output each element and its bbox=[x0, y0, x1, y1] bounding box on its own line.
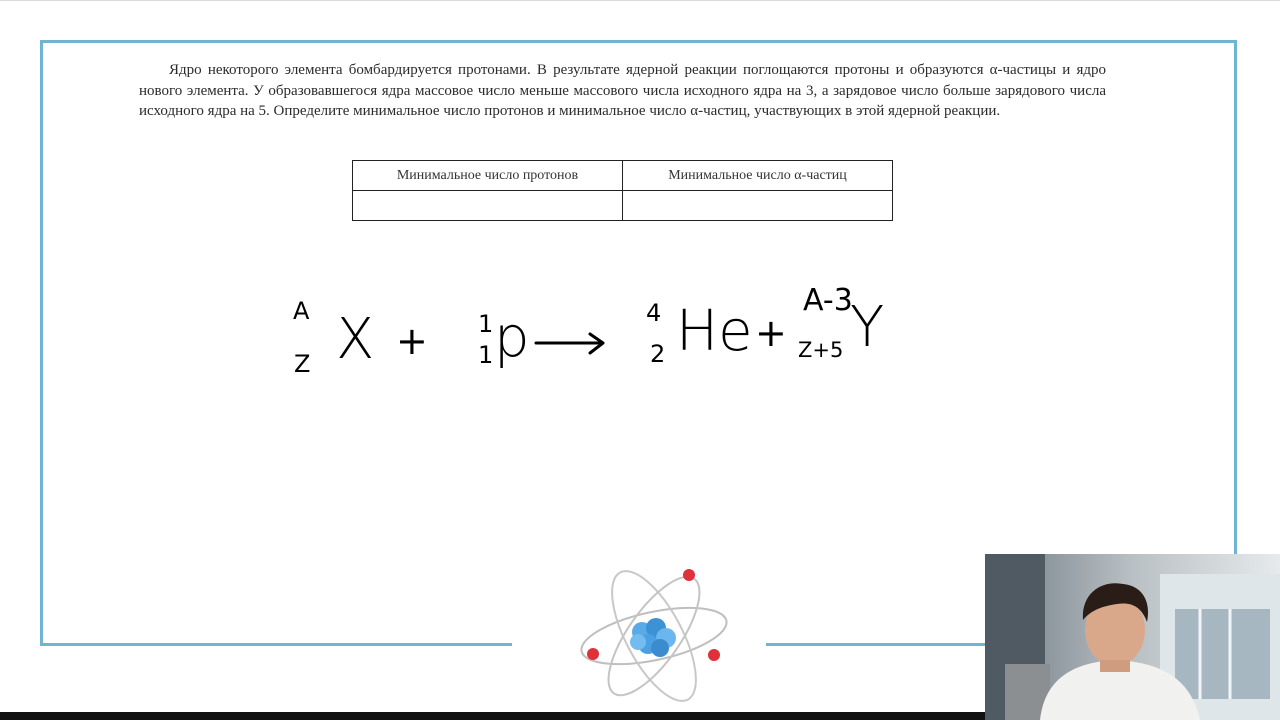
plus-sign-2: + bbox=[755, 311, 787, 355]
answer-table bbox=[352, 160, 893, 221]
webcam-overlay bbox=[985, 554, 1280, 720]
he-symbol: He bbox=[676, 299, 753, 364]
p-charge-number: 1 bbox=[478, 341, 494, 369]
answer-col-alpha: Минимальное число α-частиц bbox=[623, 161, 893, 191]
answer-cell-protons[interactable] bbox=[353, 191, 623, 221]
reaction-arrow bbox=[534, 332, 606, 356]
nucleus bbox=[630, 618, 676, 657]
electron-3 bbox=[708, 649, 720, 661]
top-rule bbox=[0, 0, 1280, 1]
he-charge-number: 2 bbox=[650, 340, 666, 368]
y-symbol: Y bbox=[850, 295, 885, 360]
bottom-bar bbox=[0, 712, 985, 720]
frame-bottom-right bbox=[766, 643, 988, 646]
presenter-video bbox=[985, 554, 1280, 720]
p-symbol: p bbox=[494, 305, 530, 370]
x-charge-number: Z bbox=[294, 350, 311, 378]
p-mass-number: 1 bbox=[478, 310, 494, 338]
answer-col-protons: Минимальное число протонов bbox=[353, 161, 623, 191]
electron-2 bbox=[587, 648, 599, 660]
x-symbol: X bbox=[336, 307, 375, 372]
y-charge-number: Z+5 bbox=[798, 338, 844, 362]
problem-text: Ядро некоторого элемента бомбардируется протонами. В результате ядерной реакции поглощаются протоны и образуются α-частицы и ядро нового элемента. У образовавшегося ядра массовое число меньше массового числа исходного ядра на 3, а зарядовое число больше зарядового числа исходного ядра на 5. Определите минимальное число протонов и минимальное число α-частиц, участвующих в этой ядерной реакции. bbox=[139, 62, 1106, 119]
x-mass-number: A bbox=[293, 297, 310, 325]
electron-1 bbox=[683, 569, 695, 581]
plus-sign-1: + bbox=[396, 319, 428, 363]
frame-bottom-left bbox=[40, 643, 512, 646]
answer-cell-alpha[interactable] bbox=[623, 191, 893, 221]
he-mass-number: 4 bbox=[646, 299, 662, 327]
atom-icon bbox=[572, 562, 737, 707]
y-mass-number: A-3 bbox=[803, 283, 853, 318]
